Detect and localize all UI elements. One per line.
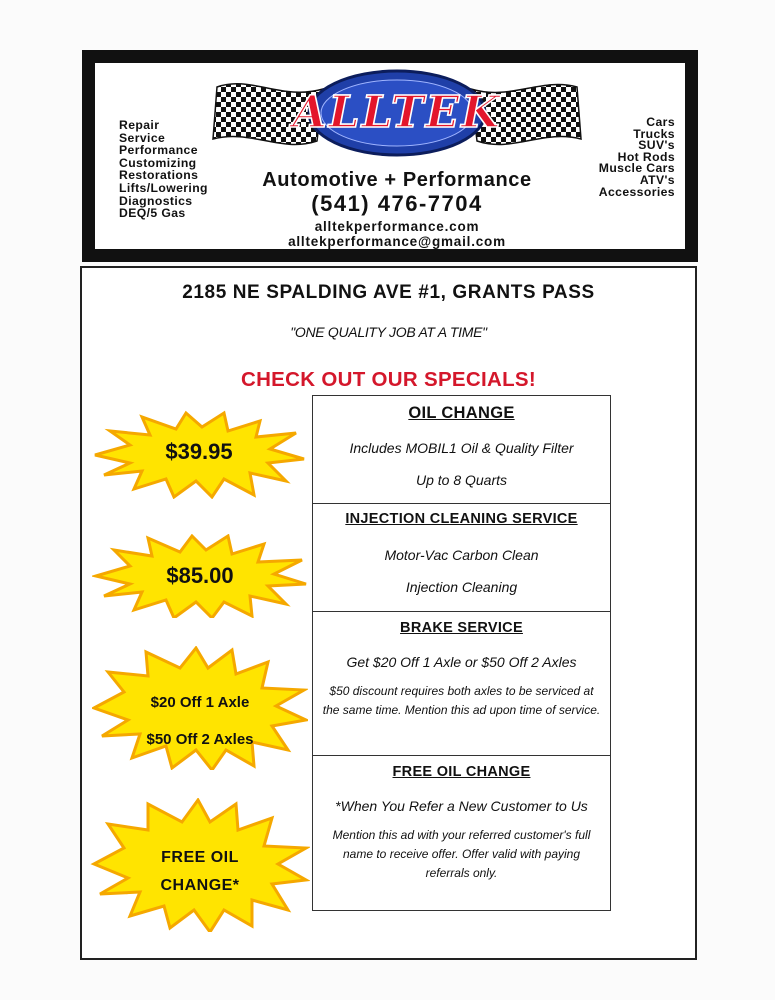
brake-price-line: $50 Off 2 Axles [146, 731, 254, 748]
vehicle-item: Cars [646, 115, 675, 129]
service-item: Service [119, 130, 166, 145]
price-burst-free-oil [90, 798, 310, 932]
offer-free-oil-change [313, 756, 610, 910]
contact-block [195, 219, 599, 249]
offers-table [312, 395, 611, 911]
offer-brake-service [313, 612, 610, 756]
offer-title: INJECTION CLEANING SERVICE [345, 511, 578, 527]
vehicle-item: Trucks [633, 126, 675, 141]
brake-price-line: $20 Off 1 Axle [150, 694, 250, 711]
website-link[interactable]: alltekperformance.com [314, 219, 480, 234]
free-oil-line: FREE OIL [161, 849, 239, 866]
offer-line: Motor-Vac Carbon Clean [384, 547, 539, 563]
service-item: DEQ/5 Gas [119, 206, 186, 221]
free-oil-line: CHANGE* [160, 877, 240, 894]
header-banner [82, 50, 698, 262]
header-inner [95, 63, 685, 249]
price-burst-injection [92, 534, 308, 618]
injection-price: $85.00 [166, 563, 234, 588]
offer-line: Get $20 Off 1 Axle or $50 Off 2 Axles [346, 654, 577, 670]
vehicle-item: Hot Rods [617, 149, 675, 164]
brake-price-block [92, 684, 308, 758]
email-link[interactable]: alltekperformance@gmail.com [288, 234, 506, 249]
offer-title: OIL CHANGE [408, 404, 515, 422]
service-item: Repair [119, 118, 160, 132]
offer-note: $50 discount requires both axles to be serviced at the same time. Mention this ad upon time of service. [322, 684, 601, 717]
specials-panel [80, 266, 697, 960]
company-tagline: Automotive + Performance [262, 169, 532, 191]
free-oil-block [90, 844, 310, 900]
offer-oil-change [313, 396, 610, 504]
price-burst-oil-change [90, 409, 308, 499]
price-burst-brake [92, 646, 308, 770]
oil-change-price: $39.95 [165, 439, 233, 464]
service-item: Customizing [119, 155, 197, 170]
phone-number: (541) 476-7704 [311, 191, 483, 216]
specials-heading: CHECK OUT OUR SPECIALS! [240, 368, 537, 391]
service-item: Diagnostics [119, 193, 193, 208]
vehicle-item: Muscle Cars [598, 161, 675, 176]
services-list-right [599, 117, 675, 198]
service-item: Restorations [119, 168, 199, 183]
offer-title: BRAKE SERVICE [400, 620, 523, 636]
offer-line: *When You Refer a New Customer to Us [335, 798, 588, 814]
offer-note: Mention this ad with your referred customer's full name to receive offer. Offer valid with paying referrals only. [332, 828, 591, 880]
vehicle-item: ATV's [639, 172, 675, 187]
motto: "ONE QUALITY JOB AT A TIME" [290, 324, 487, 340]
services-list-left [119, 119, 208, 220]
shop-address: 2185 NE SPALDING AVE #1, GRANTS PASS [182, 282, 595, 303]
alltek-logo [211, 67, 583, 159]
service-item: Performance [119, 143, 198, 158]
logo-wordmark: ALLTEK [292, 87, 502, 138]
offer-line: Up to 8 Quarts [415, 472, 508, 488]
offer-title: FREE OIL CHANGE [392, 764, 531, 780]
vehicle-item: Accessories [598, 184, 675, 199]
offer-injection-cleaning [313, 504, 610, 612]
offer-line: Injection Cleaning [405, 579, 518, 595]
offer-line: Includes MOBIL1 Oil & Quality Filter [349, 440, 574, 456]
vehicle-item: SUV's [638, 138, 675, 153]
service-item: Lifts/Lowering [119, 180, 208, 195]
